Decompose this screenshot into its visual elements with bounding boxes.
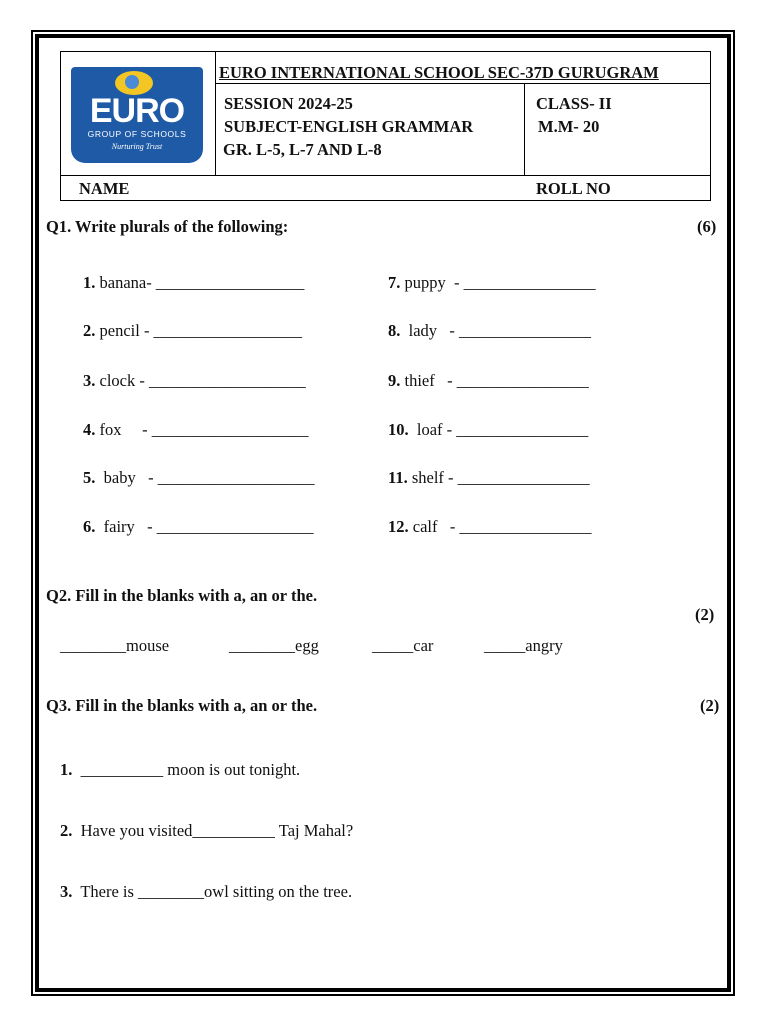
question-2-marks: (2) — [695, 605, 715, 624]
article-blank-item[interactable]: ________mouse — [60, 636, 170, 655]
article-blank-item[interactable]: ________egg — [229, 636, 319, 655]
article-blank-item[interactable]: _____angry — [484, 636, 563, 655]
class-label: CLASS- II — [536, 94, 612, 113]
max-marks-label: M.M- 20 — [538, 117, 600, 136]
roll-no-field-label: ROLL NO — [536, 179, 611, 198]
logo-cell — [61, 52, 216, 175]
plural-item[interactable]: 2. pencil - __________________ — [83, 321, 303, 340]
subject-label: SUBJECT-ENGLISH GRAMMAR — [224, 117, 474, 136]
header-table — [60, 51, 711, 201]
school-logo — [71, 67, 203, 163]
question-1-title: Q1. Write plurals of the following: — [46, 217, 289, 236]
plural-item[interactable]: 11. shelf - ________________ — [388, 468, 590, 487]
logo-tagline: Nurturing Trust — [111, 142, 163, 151]
plural-item[interactable]: 8. lady - ________________ — [388, 321, 592, 340]
question-2-title: Q2. Fill in the blanks with a, an or the. — [46, 586, 318, 605]
name-field-label: NAME — [79, 179, 130, 198]
sentence-blank-item[interactable]: 1. __________ moon is out tonight. — [60, 760, 301, 779]
plural-item[interactable]: 12. calf - ________________ — [388, 517, 592, 536]
logo-subtitle: GROUP OF SCHOOLS — [87, 129, 187, 139]
question-3-marks: (2) — [700, 696, 720, 715]
header-divider — [216, 83, 710, 84]
plural-item[interactable]: 9. thief - ________________ — [388, 371, 589, 390]
sentence-blank-item[interactable]: 2. Have you visited__________ Taj Mahal? — [60, 821, 354, 840]
plural-item[interactable]: 5. baby - ___________________ — [83, 468, 315, 487]
group-label: GR. L-5, L-7 AND L-8 — [223, 140, 382, 159]
question-3-title: Q3. Fill in the blanks with a, an or the. — [46, 696, 318, 715]
plural-item[interactable]: 10. loaf - ________________ — [388, 420, 589, 439]
plural-item[interactable]: 1. banana- __________________ — [83, 273, 305, 292]
header-column-divider — [524, 83, 525, 175]
header-divider — [61, 175, 710, 176]
plural-item[interactable]: 4. fox - ___________________ — [83, 420, 309, 439]
question-1-marks: (6) — [697, 217, 717, 236]
plural-item[interactable]: 7. puppy - ________________ — [388, 273, 596, 292]
plural-item[interactable]: 3. clock - ___________________ — [83, 371, 306, 390]
plural-item[interactable]: 6. fairy - ___________________ — [83, 517, 314, 536]
session-label: SESSION 2024-25 — [224, 94, 353, 113]
school-name: EURO INTERNATIONAL SCHOOL SEC-37D GURUGRAM — [219, 63, 659, 82]
sentence-blank-item[interactable]: 3. There is ________owl sitting on the tree. — [60, 882, 353, 901]
logo-brand: EURO — [89, 92, 185, 130]
article-blank-item[interactable]: _____car — [372, 636, 434, 655]
